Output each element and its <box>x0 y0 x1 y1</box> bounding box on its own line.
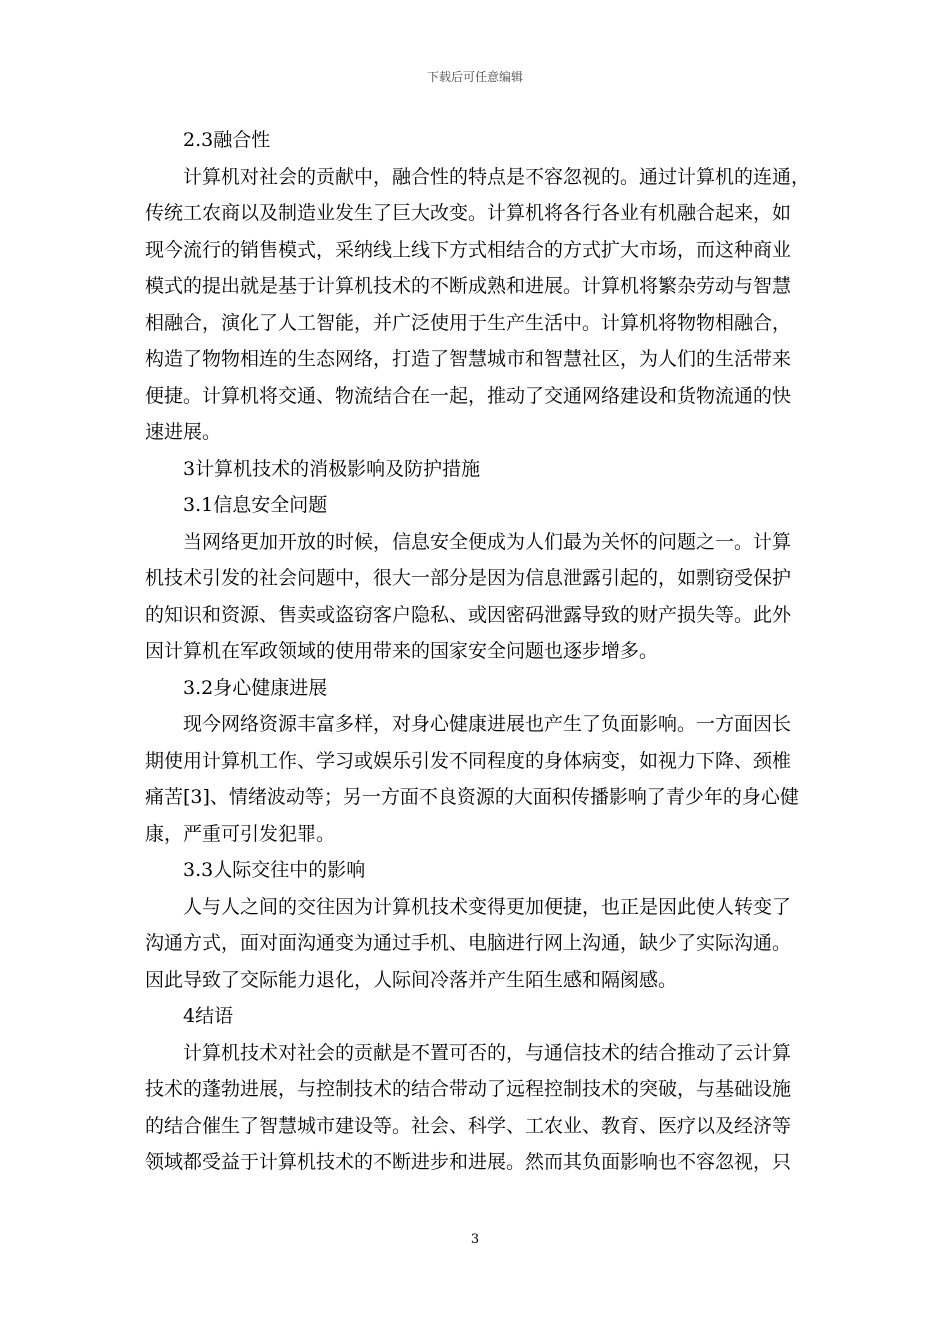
paragraph-line: 当网络更加开放的时候，信息安全便成为人们最为关怀的问题之一。计算 <box>183 530 792 553</box>
section-heading: 3计算机技术的消极影响及防护措施 <box>183 457 481 480</box>
paragraph-line: 人与人之间的交往因为计算机技术变得更加便捷，也正是因此使人转变了 <box>183 895 792 918</box>
paragraph-line: 痛苦[3]、情绪波动等；另一方面不良资源的大面积传播影响了青少年的身心健 <box>145 786 799 808</box>
document-body <box>145 122 811 1181</box>
paragraph-line: 相融合，演化了人工智能，并广泛使用于生产生活中。计算机将物物相融合， <box>145 311 792 334</box>
section-heading: 3.3人际交往中的影响 <box>183 859 366 881</box>
page-number: 3 <box>470 1232 480 1247</box>
paragraph-line: 康，严重可引发犯罪。 <box>145 822 336 845</box>
paragraph-line: 现今流行的销售模式，采纳线上线下方式相结合的方式扩大市场，而这种商业 <box>145 238 792 261</box>
page-header: 下载后可任意编辑 <box>426 70 523 84</box>
paragraph-line: 计算机技术对社会的贡献是不置可否的，与通信技术的结合推动了云计算 <box>183 1041 792 1064</box>
paragraph-line: 机技术引发的社会问题中，很大一部分是因为信息泄露引起的，如剽窃受保护 <box>145 567 792 589</box>
paragraph-line: 沟通方式，面对面沟通变为通过手机、电脑进行网上沟通，缺少了实际沟通。 <box>145 932 792 954</box>
paragraph-line: 因计算机在军政领域的使用带来的国家安全问题也逐步增多。 <box>145 640 659 662</box>
paragraph-line: 的结合催生了智慧城市建设等。社会、科学、工农业、教育、医疗以及经济等 <box>145 1114 792 1137</box>
paragraph-line: 因此导致了交际能力退化，人际间冷落并产生陌生感和隔阂感。 <box>145 968 678 991</box>
section-heading: 3.2身心健康进展 <box>183 676 328 699</box>
paragraph-line: 构造了物物相连的生态网络，打造了智慧城市和智慧社区，为人们的生活带来 <box>145 348 792 370</box>
section-heading: 2.3融合性 <box>183 129 271 151</box>
section-heading: 3.1信息安全问题 <box>183 494 328 516</box>
paragraph-line: 的知识和资源、售卖或盗窃客户隐私、或因密码泄露导致的财产损失等。此外 <box>145 603 792 626</box>
paragraph-line: 传统工农商以及制造业发生了巨大改变。计算机将各行各业有机融合起来，如 <box>145 202 792 224</box>
paragraph-line: 模式的提出就是基于计算机技术的不断成熟和进展。计算机将繁杂劳动与智慧 <box>145 275 792 297</box>
paragraph-line: 便捷。计算机将交通、物流结合在一起，推动了交通网络建设和货物流通的快 <box>145 384 792 407</box>
section-heading: 4结语 <box>183 1005 234 1027</box>
paragraph-line: 领域都受益于计算机技术的不断进步和进展。然而其负面影响也不容忽视，只 <box>145 1151 792 1173</box>
paragraph-line: 计算机对社会的贡献中，融合性的特点是不容忽视的。通过计算机的连通， <box>183 165 811 188</box>
paragraph-line: 技术的蓬勃进展，与控制技术的结合带动了远程控制技术的突破，与基础设施 <box>145 1078 792 1100</box>
paragraph-line: 现今网络资源丰富多样，对身心健康进展也产生了负面影响。一方面因长 <box>183 713 792 735</box>
paragraph-line: 速进展。 <box>145 421 222 443</box>
paragraph-line: 期使用计算机工作、学习或娱乐引发不同程度的身体病变，如视力下降、颈椎 <box>145 749 792 772</box>
